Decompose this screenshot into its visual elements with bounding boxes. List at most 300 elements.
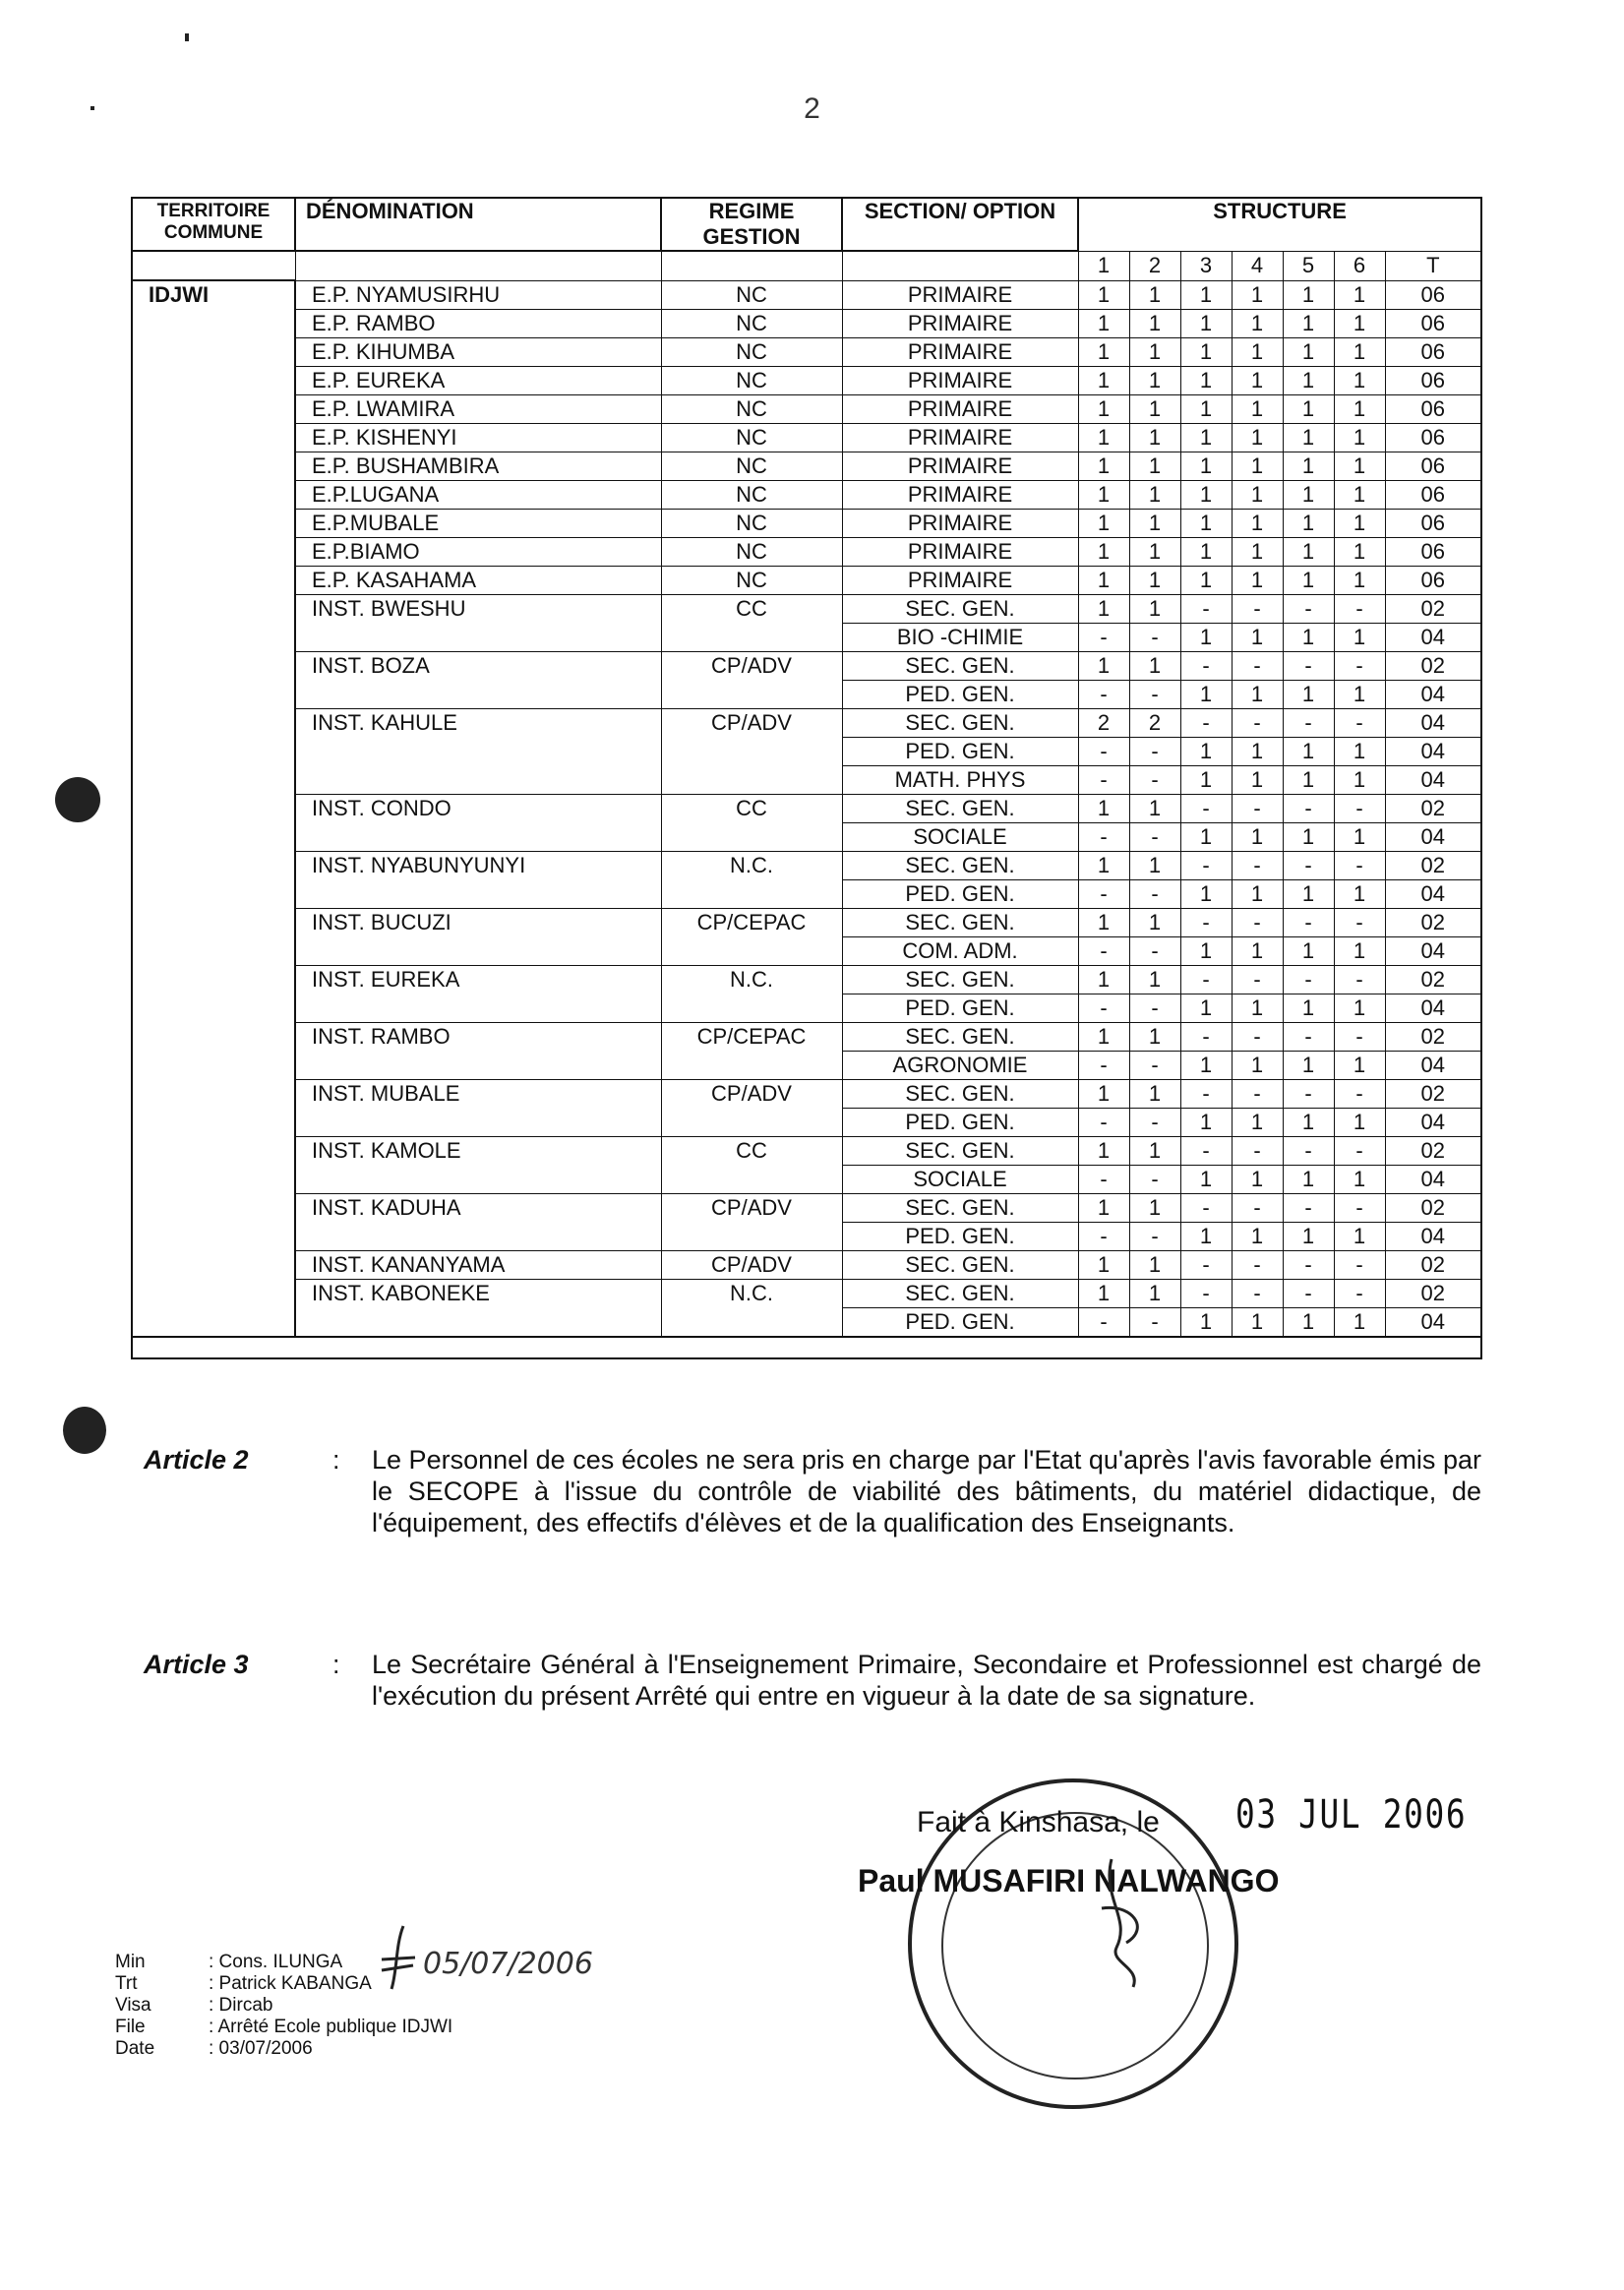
structure-cell: 1: [1334, 509, 1385, 537]
structure-cell: -: [1283, 908, 1334, 936]
structure-cell: -: [1078, 1165, 1129, 1193]
structure-cell: 1: [1078, 1193, 1129, 1222]
table-row: [132, 1193, 1481, 1222]
structure-cell: 1: [1180, 566, 1232, 594]
table-row: [132, 1136, 1481, 1165]
structure-cell: 1: [1078, 309, 1129, 337]
regime-cell: [661, 765, 842, 794]
structure-cell: 1: [1180, 480, 1232, 509]
structure-cell: 1: [1078, 851, 1129, 879]
structure-cell: 1: [1129, 509, 1180, 537]
structure-cell: 1: [1334, 566, 1385, 594]
regime-cell: NC: [661, 509, 842, 537]
structure-cell: -: [1334, 908, 1385, 936]
denomination-cell: [295, 737, 661, 765]
structure-cell: 1: [1232, 1222, 1283, 1250]
article-colon: :: [332, 1445, 340, 1475]
regime-cell: CP/ADV: [661, 1193, 842, 1222]
denomination-cell: INST. NYABUNYUNYI: [295, 851, 661, 879]
structure-cell: 2: [1129, 708, 1180, 737]
structure-cell: 1: [1334, 737, 1385, 765]
structure-cell: 1: [1334, 822, 1385, 851]
section-cell: SEC. GEN.: [842, 1079, 1078, 1108]
structure-cell: 1: [1334, 452, 1385, 480]
structure-cell: 1: [1334, 394, 1385, 423]
meta-value: : Dircab: [209, 1995, 273, 2016]
structure-cell: -: [1334, 1193, 1385, 1222]
territoire-cell: [132, 737, 295, 765]
structure-cell: -: [1078, 994, 1129, 1022]
table-row: [132, 480, 1481, 509]
structure-cell: 1: [1180, 737, 1232, 765]
total-cell: 02: [1385, 794, 1481, 822]
structure-cell: 1: [1334, 680, 1385, 708]
structure-cell: 1: [1078, 366, 1129, 394]
structure-cell: 1: [1129, 537, 1180, 566]
structure-cell: -: [1129, 994, 1180, 1022]
structure-cell: 1: [1232, 280, 1283, 309]
article-colon: :: [332, 1650, 340, 1679]
territoire-cell: [132, 337, 295, 366]
structure-cell: 1: [1283, 994, 1334, 1022]
total-cell: 02: [1385, 594, 1481, 623]
structure-cell: -: [1334, 794, 1385, 822]
table-row: [132, 879, 1481, 908]
section-cell: PED. GEN.: [842, 994, 1078, 1022]
section-cell: PRIMAIRE: [842, 509, 1078, 537]
structure-cell: 1: [1078, 566, 1129, 594]
regime-cell: NC: [661, 566, 842, 594]
structure-cell: 1: [1129, 1250, 1180, 1279]
territoire-cell: [132, 1222, 295, 1250]
structure-cell: 1: [1129, 851, 1180, 879]
denomination-cell: [295, 1165, 661, 1193]
territoire-cell: [132, 651, 295, 680]
section-cell: PRIMAIRE: [842, 394, 1078, 423]
section-cell: AGRONOMIE: [842, 1051, 1078, 1079]
table-row: [132, 1108, 1481, 1136]
total-cell: 06: [1385, 537, 1481, 566]
punch-hole-mark: [55, 777, 100, 822]
denomination-cell: [295, 1222, 661, 1250]
territoire-cell: [132, 908, 295, 936]
structure-cell: -: [1129, 879, 1180, 908]
structure-cell: -: [1180, 908, 1232, 936]
structure-cell: -: [1232, 651, 1283, 680]
structure-col-header: 3: [1180, 251, 1232, 280]
section-cell: PED. GEN.: [842, 680, 1078, 708]
structure-cell: 1: [1129, 594, 1180, 623]
table-row: [132, 936, 1481, 965]
structure-cell: -: [1078, 879, 1129, 908]
structure-cell: 1: [1232, 879, 1283, 908]
header-regime: REGIME GESTION: [661, 198, 842, 251]
meta-value: : 03/07/2006: [209, 2038, 313, 2059]
regime-cell: CC: [661, 594, 842, 623]
denomination-cell: INST. KADUHA: [295, 1193, 661, 1222]
territoire-cell: [132, 537, 295, 566]
table-row: [132, 1051, 1481, 1079]
regime-cell: N.C.: [661, 1279, 842, 1307]
section-cell: SEC. GEN.: [842, 1193, 1078, 1222]
regime-cell: [661, 1165, 842, 1193]
structure-cell: 1: [1334, 537, 1385, 566]
structure-cell: 1: [1180, 394, 1232, 423]
total-cell: 06: [1385, 394, 1481, 423]
structure-cell: 1: [1334, 337, 1385, 366]
section-cell: PRIMAIRE: [842, 423, 1078, 452]
structure-cell: -: [1334, 708, 1385, 737]
structure-cell: -: [1232, 1279, 1283, 1307]
section-cell: SEC. GEN.: [842, 908, 1078, 936]
structure-cell: 1: [1180, 452, 1232, 480]
structure-cell: -: [1078, 680, 1129, 708]
structure-cell: 1: [1334, 423, 1385, 452]
denomination-cell: E.P. LWAMIRA: [295, 394, 661, 423]
structure-cell: -: [1078, 822, 1129, 851]
denomination-cell: INST. KAMOLE: [295, 1136, 661, 1165]
structure-cell: 1: [1078, 1022, 1129, 1051]
structure-cell: -: [1334, 851, 1385, 879]
structure-cell: 1: [1283, 537, 1334, 566]
total-cell: 06: [1385, 452, 1481, 480]
section-cell: BIO -CHIMIE: [842, 623, 1078, 651]
structure-cell: -: [1232, 965, 1283, 994]
section-cell: PED. GEN.: [842, 1307, 1078, 1337]
total-cell: 02: [1385, 1022, 1481, 1051]
denomination-cell: [295, 994, 661, 1022]
structure-cell: 1: [1283, 1051, 1334, 1079]
initials-signature-icon: [374, 1916, 669, 1995]
regime-cell: [661, 1307, 842, 1337]
regime-cell: CP/ADV: [661, 651, 842, 680]
denomination-cell: INST. RAMBO: [295, 1022, 661, 1051]
structure-cell: 1: [1078, 794, 1129, 822]
table-row: [132, 337, 1481, 366]
total-cell: 04: [1385, 1165, 1481, 1193]
structure-cell: -: [1078, 737, 1129, 765]
structure-cell: -: [1334, 594, 1385, 623]
structure-cell: -: [1232, 851, 1283, 879]
territoire-cell: [132, 566, 295, 594]
denomination-cell: E.P. KASAHAMA: [295, 566, 661, 594]
section-cell: COM. ADM.: [842, 936, 1078, 965]
total-cell: 04: [1385, 623, 1481, 651]
structure-cell: 1: [1078, 280, 1129, 309]
structure-cell: 1: [1334, 280, 1385, 309]
structure-cell: 1: [1232, 1165, 1283, 1193]
total-cell: 04: [1385, 737, 1481, 765]
structure-cell: 1: [1334, 623, 1385, 651]
structure-cell: 1: [1129, 452, 1180, 480]
denomination-cell: INST. BWESHU: [295, 594, 661, 623]
table-row: [132, 1279, 1481, 1307]
total-cell: 04: [1385, 1108, 1481, 1136]
structure-cell: 1: [1283, 309, 1334, 337]
structure-cell: 1: [1129, 965, 1180, 994]
structure-cell: 1: [1283, 423, 1334, 452]
total-cell: 04: [1385, 822, 1481, 851]
structure-cell: -: [1232, 1250, 1283, 1279]
structure-cell: -: [1129, 936, 1180, 965]
table-row: [132, 594, 1481, 623]
structure-cell: 1: [1180, 680, 1232, 708]
structure-cell: 1: [1283, 509, 1334, 537]
structure-cell: 1: [1232, 537, 1283, 566]
total-cell: 02: [1385, 1136, 1481, 1165]
structure-cell: -: [1232, 1136, 1283, 1165]
structure-cell: 1: [1283, 623, 1334, 651]
structure-cell: 1: [1180, 309, 1232, 337]
section-cell: SEC. GEN.: [842, 851, 1078, 879]
structure-cell: -: [1283, 1250, 1334, 1279]
denomination-cell: E.P. RAMBO: [295, 309, 661, 337]
table-row: [132, 1222, 1481, 1250]
structure-cell: 1: [1078, 1250, 1129, 1279]
section-cell: SEC. GEN.: [842, 794, 1078, 822]
structure-cell: 1: [1180, 423, 1232, 452]
territoire-cell: [132, 1279, 295, 1307]
structure-cell: 1: [1180, 879, 1232, 908]
structure-cell: -: [1232, 594, 1283, 623]
structure-cell: -: [1180, 794, 1232, 822]
structure-cell: -: [1129, 1051, 1180, 1079]
total-cell: 04: [1385, 1307, 1481, 1337]
structure-cell: 2: [1078, 708, 1129, 737]
denomination-cell: [295, 765, 661, 794]
total-cell: 02: [1385, 851, 1481, 879]
structure-cell: 1: [1283, 822, 1334, 851]
structure-cell: -: [1180, 1279, 1232, 1307]
regime-cell: NC: [661, 452, 842, 480]
section-cell: PRIMAIRE: [842, 280, 1078, 309]
page-number: 2: [804, 92, 820, 125]
structure-cell: 1: [1232, 765, 1283, 794]
structure-cell: -: [1283, 794, 1334, 822]
structure-cell: 1: [1283, 280, 1334, 309]
table-row: [132, 1307, 1481, 1337]
structure-cell: -: [1180, 1250, 1232, 1279]
denomination-cell: E.P. NYAMUSIRHU: [295, 280, 661, 309]
structure-cell: -: [1129, 737, 1180, 765]
territoire-cell: [132, 509, 295, 537]
structure-cell: 1: [1232, 1051, 1283, 1079]
denomination-cell: INST. CONDO: [295, 794, 661, 822]
total-cell: 02: [1385, 1279, 1481, 1307]
structure-cell: -: [1232, 1079, 1283, 1108]
structure-cell: 1: [1129, 309, 1180, 337]
header-denomination: DÉNOMINATION: [295, 198, 661, 251]
denomination-cell: E.P. EUREKA: [295, 366, 661, 394]
total-cell: 04: [1385, 936, 1481, 965]
section-cell: PRIMAIRE: [842, 480, 1078, 509]
denomination-cell: INST. BOZA: [295, 651, 661, 680]
regime-cell: CC: [661, 1136, 842, 1165]
total-cell: 02: [1385, 1250, 1481, 1279]
structure-cell: 1: [1334, 309, 1385, 337]
territoire-cell: [132, 623, 295, 651]
structure-cell: -: [1283, 1279, 1334, 1307]
regime-cell: [661, 879, 842, 908]
denomination-cell: INST. MUBALE: [295, 1079, 661, 1108]
structure-cell: -: [1078, 623, 1129, 651]
structure-cell: -: [1334, 1279, 1385, 1307]
structure-cell: 1: [1078, 965, 1129, 994]
table-row: [132, 908, 1481, 936]
regime-cell: [661, 623, 842, 651]
total-cell: 02: [1385, 1193, 1481, 1222]
total-cell: 06: [1385, 309, 1481, 337]
structure-cell: 1: [1180, 936, 1232, 965]
structure-cell: -: [1334, 1136, 1385, 1165]
denomination-cell: E.P.LUGANA: [295, 480, 661, 509]
table-row: [132, 851, 1481, 879]
total-cell: 06: [1385, 423, 1481, 452]
structure-cell: 1: [1078, 651, 1129, 680]
signatory-name: Paul MUSAFIRI NALWANGO: [858, 1863, 1280, 1898]
structure-cell: 1: [1232, 936, 1283, 965]
scan-speck: [90, 106, 94, 110]
structure-cell: 1: [1334, 1222, 1385, 1250]
regime-cell: CP/ADV: [661, 1079, 842, 1108]
structure-cell: 1: [1180, 280, 1232, 309]
structure-cell: 1: [1129, 337, 1180, 366]
meta-key: Date: [115, 2038, 155, 2059]
total-cell: 06: [1385, 366, 1481, 394]
total-cell: 02: [1385, 651, 1481, 680]
structure-cell: 1: [1129, 566, 1180, 594]
structure-cell: -: [1180, 1022, 1232, 1051]
regime-cell: NC: [661, 280, 842, 309]
structure-col-header: 2: [1129, 251, 1180, 280]
section-cell: PRIMAIRE: [842, 452, 1078, 480]
denomination-cell: INST. KAHULE: [295, 708, 661, 737]
structure-cell: 1: [1129, 908, 1180, 936]
table-row: [132, 623, 1481, 651]
blank-cell: [132, 1337, 1481, 1358]
regime-cell: CP/CEPAC: [661, 1022, 842, 1051]
structure-cell: 1: [1078, 1136, 1129, 1165]
territoire-cell: [132, 1108, 295, 1136]
structure-cell: 1: [1232, 566, 1283, 594]
structure-cell: 1: [1078, 594, 1129, 623]
structure-cell: 1: [1232, 822, 1283, 851]
structure-cell: 1: [1283, 879, 1334, 908]
blank-cell: [842, 251, 1078, 280]
denomination-cell: INST. EUREKA: [295, 965, 661, 994]
structure-cell: 1: [1180, 366, 1232, 394]
structure-cell: 1: [1232, 1108, 1283, 1136]
denomination-cell: INST. BUCUZI: [295, 908, 661, 936]
table-row: [132, 708, 1481, 737]
total-cell: 06: [1385, 280, 1481, 309]
structure-cell: -: [1180, 594, 1232, 623]
structure-cell: -: [1283, 1079, 1334, 1108]
regime-cell: [661, 680, 842, 708]
structure-cell: -: [1334, 1022, 1385, 1051]
regime-cell: CP/ADV: [661, 708, 842, 737]
territoire-cell: [132, 879, 295, 908]
structure-cell: 1: [1180, 1108, 1232, 1136]
structure-cell: 1: [1180, 1051, 1232, 1079]
territoire-cell: [132, 452, 295, 480]
structure-cell: 1: [1232, 994, 1283, 1022]
section-cell: PED. GEN.: [842, 737, 1078, 765]
structure-cell: 1: [1078, 908, 1129, 936]
structure-cell: 1: [1283, 1108, 1334, 1136]
structure-cell: 1: [1283, 1222, 1334, 1250]
structure-cell: 1: [1180, 765, 1232, 794]
structure-cell: 1: [1232, 680, 1283, 708]
header-territoire: TERRITOIRE COMMUNE: [132, 198, 295, 251]
article-3: [144, 1649, 1481, 1712]
structure-cell: -: [1283, 1193, 1334, 1222]
section-cell: SEC. GEN.: [842, 1022, 1078, 1051]
structure-cell: -: [1283, 651, 1334, 680]
section-cell: PRIMAIRE: [842, 366, 1078, 394]
structure-cell: -: [1334, 651, 1385, 680]
date-stamp: 03 JUL 2006: [1235, 1792, 1468, 1838]
meta-key: File: [115, 2017, 146, 2037]
structure-cell: -: [1334, 1079, 1385, 1108]
territoire-cell: [132, 1136, 295, 1165]
table-footer-row: [132, 1337, 1481, 1358]
territoire-cell: [132, 1022, 295, 1051]
structure-cell: 1: [1129, 1193, 1180, 1222]
structure-cell: -: [1232, 794, 1283, 822]
article-label: Article 2: [144, 1445, 249, 1475]
scan-speck: [185, 33, 189, 41]
structure-cell: 1: [1232, 309, 1283, 337]
table-row: [132, 1022, 1481, 1051]
structure-cell: -: [1078, 1108, 1129, 1136]
regime-cell: N.C.: [661, 851, 842, 879]
structure-cell: 1: [1129, 1079, 1180, 1108]
structure-cell: 1: [1078, 423, 1129, 452]
schools-table: [131, 197, 1482, 1359]
section-cell: MATH. PHYS: [842, 765, 1078, 794]
structure-cell: -: [1232, 908, 1283, 936]
meta-key: Visa: [115, 1995, 151, 2016]
table-row: [132, 394, 1481, 423]
structure-cell: 1: [1180, 623, 1232, 651]
structure-cell: -: [1129, 1307, 1180, 1337]
section-cell: SOCIALE: [842, 822, 1078, 851]
regime-cell: NC: [661, 309, 842, 337]
regime-cell: NC: [661, 366, 842, 394]
meta-value: : Patrick KABANGA: [209, 1973, 372, 1994]
regime-cell: CP/ADV: [661, 1250, 842, 1279]
total-cell: 06: [1385, 480, 1481, 509]
territoire-cell: [132, 708, 295, 737]
structure-cell: 1: [1180, 337, 1232, 366]
section-cell: SEC. GEN.: [842, 1279, 1078, 1307]
structure-cell: 1: [1232, 366, 1283, 394]
denomination-cell: INST. KANANYAMA: [295, 1250, 661, 1279]
section-cell: PRIMAIRE: [842, 566, 1078, 594]
territoire-cell: [132, 794, 295, 822]
structure-cell: 1: [1180, 1222, 1232, 1250]
structure-col-header: 5: [1283, 251, 1334, 280]
regime-cell: [661, 994, 842, 1022]
meta-key: Trt: [115, 1973, 138, 1994]
blank-cell: [661, 251, 842, 280]
table-row: [132, 737, 1481, 765]
structure-cell: -: [1078, 936, 1129, 965]
section-cell: PED. GEN.: [842, 1108, 1078, 1136]
regime-cell: N.C.: [661, 965, 842, 994]
structure-cell: -: [1078, 1051, 1129, 1079]
